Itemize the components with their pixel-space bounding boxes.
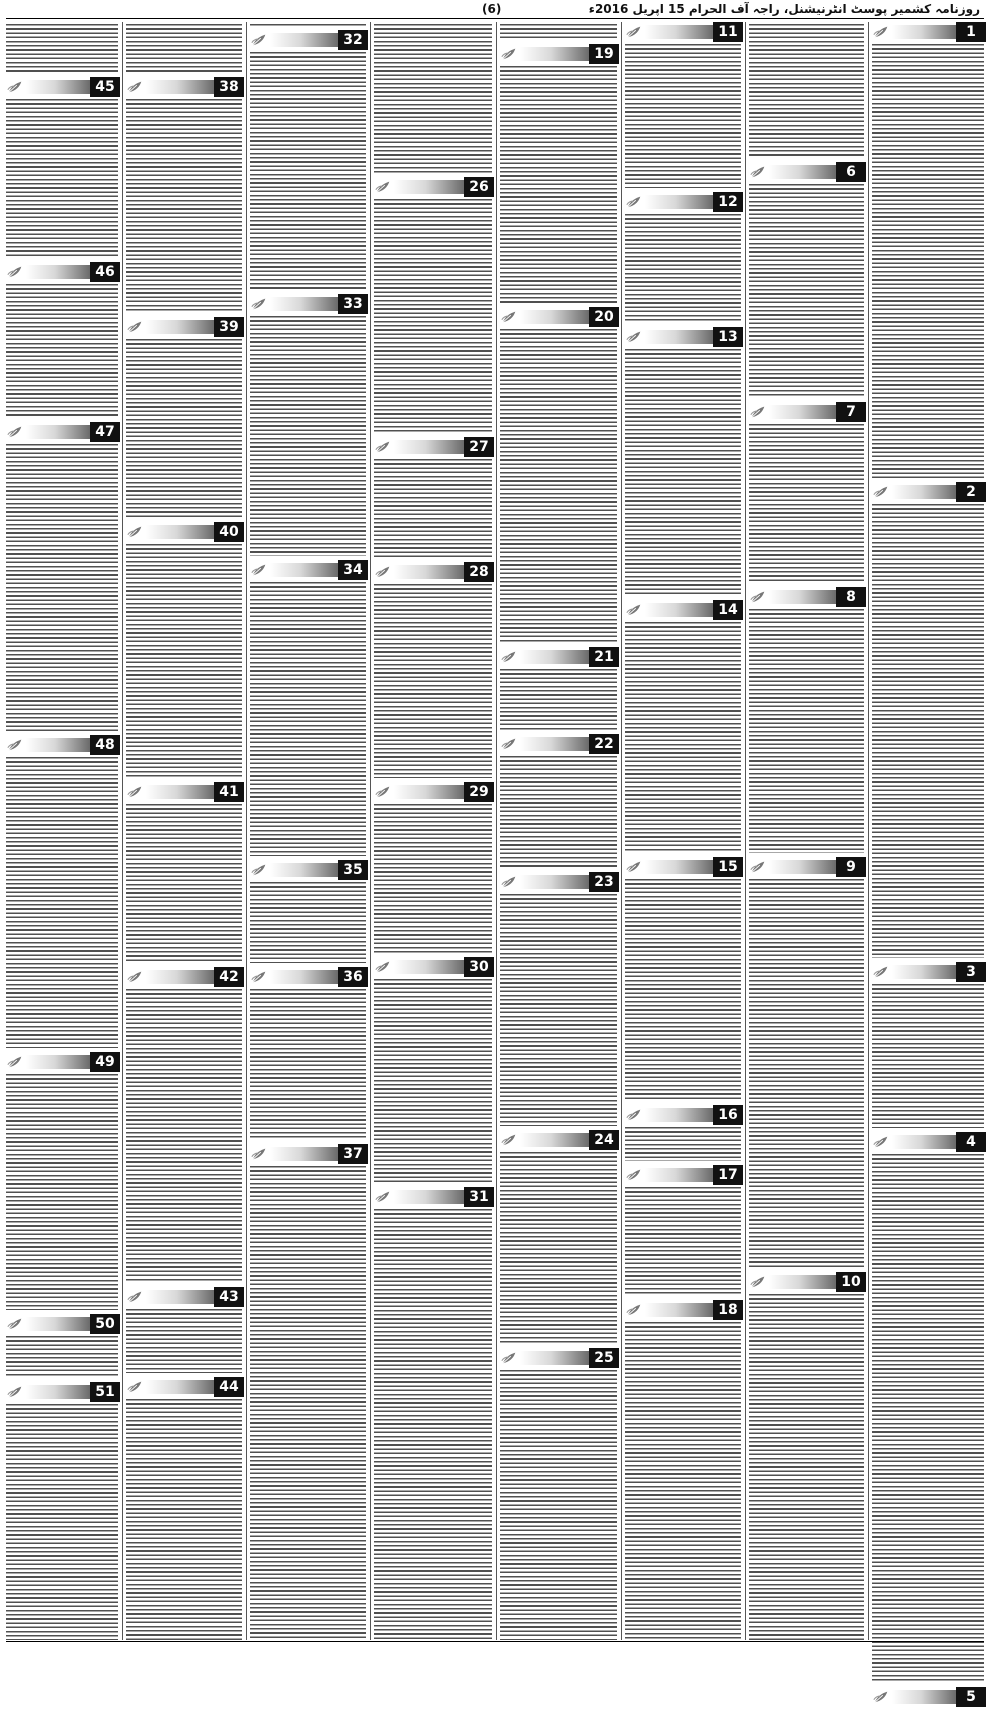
column-7 bbox=[124, 22, 244, 1640]
section-header bbox=[248, 294, 368, 314]
section-number: 12 bbox=[713, 192, 743, 212]
header-gradient-bar bbox=[520, 737, 589, 751]
header-gradient-bar bbox=[146, 525, 214, 539]
leaf-ornament-icon bbox=[6, 1383, 24, 1401]
leaf-ornament-icon bbox=[749, 1273, 767, 1291]
section-header bbox=[124, 522, 244, 542]
section-number: 23 bbox=[589, 872, 619, 892]
section-header bbox=[498, 307, 619, 327]
leaf-ornament-icon bbox=[6, 1315, 24, 1333]
article-body-text bbox=[250, 989, 366, 1140]
leaf-ornament-icon bbox=[625, 193, 643, 211]
bottom-rule bbox=[6, 1641, 984, 1642]
leaf-ornament-icon bbox=[374, 958, 392, 976]
section-number: 7 bbox=[836, 402, 866, 422]
article-body-text bbox=[625, 1322, 741, 1640]
article-body-text bbox=[872, 1154, 984, 1683]
article-body-text bbox=[625, 1127, 741, 1161]
column-divider bbox=[745, 22, 746, 1640]
article-body-text bbox=[500, 894, 617, 1126]
leaf-ornament-icon bbox=[250, 861, 268, 879]
section-number: 28 bbox=[464, 562, 494, 582]
column-1 bbox=[870, 22, 986, 1705]
leaf-ornament-icon bbox=[749, 163, 767, 181]
section-header bbox=[498, 1130, 619, 1150]
section-header bbox=[870, 1132, 986, 1152]
article-body-text bbox=[6, 99, 118, 258]
header-gradient-bar bbox=[645, 330, 713, 344]
header-gradient-bar bbox=[146, 1380, 214, 1394]
article-body-text bbox=[625, 879, 741, 1101]
header-gradient-bar bbox=[146, 970, 214, 984]
column-divider bbox=[122, 22, 123, 1640]
leaf-ornament-icon bbox=[500, 648, 518, 666]
section-header bbox=[747, 402, 866, 422]
header-gradient-bar bbox=[645, 860, 713, 874]
section-number: 40 bbox=[214, 522, 244, 542]
header-gradient-bar bbox=[26, 265, 90, 279]
section-number: 30 bbox=[464, 957, 494, 977]
section-number: 36 bbox=[338, 967, 368, 987]
article-body-text bbox=[500, 66, 617, 303]
section-header bbox=[747, 587, 866, 607]
leaf-ornament-icon bbox=[872, 963, 890, 981]
section-header bbox=[248, 560, 368, 580]
header-gradient-bar bbox=[769, 165, 836, 179]
section-number: 31 bbox=[464, 1187, 494, 1207]
section-number: 48 bbox=[90, 735, 120, 755]
section-number: 11 bbox=[713, 22, 743, 42]
section-number: 8 bbox=[836, 587, 866, 607]
leaf-ornament-icon bbox=[500, 45, 518, 63]
leaf-ornament-icon bbox=[749, 858, 767, 876]
article-body-text bbox=[749, 184, 864, 398]
article-body-text bbox=[872, 44, 984, 478]
section-header bbox=[372, 1187, 494, 1207]
column-divider bbox=[246, 22, 247, 1640]
article-body-text bbox=[500, 1152, 617, 1344]
header-gradient-bar bbox=[645, 1168, 713, 1182]
section-header bbox=[124, 967, 244, 987]
section-header bbox=[372, 177, 494, 197]
section-number: 10 bbox=[836, 1272, 866, 1292]
header-gradient-bar bbox=[146, 320, 214, 334]
article-body-text bbox=[250, 582, 366, 856]
section-header bbox=[124, 782, 244, 802]
header-gradient-bar bbox=[892, 485, 956, 499]
section-header bbox=[623, 1105, 743, 1125]
article-body-text bbox=[6, 757, 118, 1048]
article-body-text bbox=[250, 316, 366, 556]
section-number: 18 bbox=[713, 1300, 743, 1320]
article-body-text bbox=[374, 584, 492, 778]
header-gradient-bar bbox=[394, 1190, 464, 1204]
section-number: 22 bbox=[589, 734, 619, 754]
section-number: 47 bbox=[90, 422, 120, 442]
section-number: 45 bbox=[90, 77, 120, 97]
article-body-text bbox=[6, 1404, 118, 1640]
section-header bbox=[623, 22, 743, 42]
section-number: 46 bbox=[90, 262, 120, 282]
article-body-text bbox=[6, 284, 118, 418]
section-header bbox=[747, 162, 866, 182]
section-number: 6 bbox=[836, 162, 866, 182]
column-2 bbox=[747, 22, 866, 1640]
section-header bbox=[372, 957, 494, 977]
section-header bbox=[870, 962, 986, 982]
article-body-text bbox=[625, 214, 741, 323]
header-gradient-bar bbox=[892, 25, 956, 39]
header-gradient-bar bbox=[394, 180, 464, 194]
article-body-text bbox=[250, 1166, 366, 1640]
section-number: 26 bbox=[464, 177, 494, 197]
article-body-text bbox=[6, 444, 118, 731]
header-gradient-bar bbox=[892, 1690, 956, 1704]
article-body-text bbox=[6, 1074, 118, 1310]
section-header bbox=[124, 77, 244, 97]
section-number: 1 bbox=[956, 22, 986, 42]
article-body-text bbox=[250, 52, 366, 290]
section-header bbox=[623, 1165, 743, 1185]
leaf-ornament-icon bbox=[625, 1301, 643, 1319]
header-gradient-bar bbox=[645, 603, 713, 617]
article-body-text bbox=[625, 44, 741, 188]
article-body-text bbox=[374, 199, 492, 433]
header-gradient-bar bbox=[645, 1303, 713, 1317]
column-divider bbox=[621, 22, 622, 1640]
header-gradient-bar bbox=[769, 1275, 836, 1289]
section-number: 17 bbox=[713, 1165, 743, 1185]
column-3 bbox=[623, 22, 743, 1640]
header-gradient-bar bbox=[26, 1317, 90, 1331]
article-body-text bbox=[126, 544, 242, 778]
leaf-ornament-icon bbox=[374, 178, 392, 196]
section-number: 33 bbox=[338, 294, 368, 314]
column-5 bbox=[372, 22, 494, 1640]
section-number: 20 bbox=[589, 307, 619, 327]
section-header bbox=[248, 860, 368, 880]
leaf-ornament-icon bbox=[625, 1106, 643, 1124]
section-number: 9 bbox=[836, 857, 866, 877]
leaf-ornament-icon bbox=[6, 736, 24, 754]
article-body-text bbox=[500, 756, 617, 868]
section-header bbox=[248, 30, 368, 50]
header-gradient-bar bbox=[26, 738, 90, 752]
page-number: (6) bbox=[482, 2, 502, 16]
leaf-ornament-icon bbox=[749, 403, 767, 421]
header-gradient-bar bbox=[146, 80, 214, 94]
section-number: 42 bbox=[214, 967, 244, 987]
header-gradient-bar bbox=[394, 785, 464, 799]
leaf-ornament-icon bbox=[6, 1053, 24, 1071]
section-number: 14 bbox=[713, 600, 743, 620]
section-header bbox=[4, 262, 120, 282]
leaf-ornament-icon bbox=[625, 601, 643, 619]
section-header bbox=[747, 1272, 866, 1292]
leaf-ornament-icon bbox=[374, 1188, 392, 1206]
masthead-rule bbox=[6, 18, 984, 19]
masthead: روزنامہ کشمیر پوسٹ انٹرنیشنل، راجہ آف الحرام 15 اپریل 2016ء bbox=[588, 2, 980, 16]
section-header bbox=[870, 1687, 986, 1707]
section-number: 27 bbox=[464, 437, 494, 457]
leaf-ornament-icon bbox=[250, 1145, 268, 1163]
article-body-text bbox=[126, 1399, 242, 1640]
article-body-text bbox=[126, 339, 242, 518]
section-number: 50 bbox=[90, 1314, 120, 1334]
header-gradient-bar bbox=[645, 1108, 713, 1122]
leaf-ornament-icon bbox=[126, 78, 144, 96]
section-header bbox=[248, 967, 368, 987]
section-header bbox=[4, 1052, 120, 1072]
article-body-text bbox=[126, 1309, 242, 1373]
section-number: 35 bbox=[338, 860, 368, 880]
section-number: 44 bbox=[214, 1377, 244, 1397]
header-gradient-bar bbox=[26, 80, 90, 94]
column-divider bbox=[496, 22, 497, 1640]
section-number: 5 bbox=[956, 1687, 986, 1707]
header-gradient-bar bbox=[26, 1055, 90, 1069]
leaf-ornament-icon bbox=[872, 483, 890, 501]
section-header bbox=[623, 192, 743, 212]
leaf-ornament-icon bbox=[126, 523, 144, 541]
leaf-ornament-icon bbox=[6, 263, 24, 281]
leaf-ornament-icon bbox=[126, 968, 144, 986]
header-gradient-bar bbox=[270, 33, 338, 47]
article-body-text bbox=[126, 989, 242, 1283]
section-number: 19 bbox=[589, 44, 619, 64]
section-header bbox=[4, 1382, 120, 1402]
article-body-text bbox=[500, 329, 617, 643]
header-gradient-bar bbox=[270, 970, 338, 984]
article-body-text bbox=[500, 24, 617, 40]
section-number: 13 bbox=[713, 327, 743, 347]
leaf-ornament-icon bbox=[625, 1166, 643, 1184]
header-gradient-bar bbox=[270, 1147, 338, 1161]
section-number: 49 bbox=[90, 1052, 120, 1072]
article-body-text bbox=[126, 24, 242, 73]
header-gradient-bar bbox=[270, 863, 338, 877]
section-header bbox=[498, 1348, 619, 1368]
section-header bbox=[747, 857, 866, 877]
leaf-ornament-icon bbox=[872, 1133, 890, 1151]
leaf-ornament-icon bbox=[500, 873, 518, 891]
header-gradient-bar bbox=[769, 405, 836, 419]
section-header bbox=[870, 22, 986, 42]
article-body-text bbox=[250, 24, 366, 26]
header-gradient-bar bbox=[26, 425, 90, 439]
section-number: 41 bbox=[214, 782, 244, 802]
section-header bbox=[372, 562, 494, 582]
article-body-text bbox=[6, 1336, 118, 1378]
section-header bbox=[372, 437, 494, 457]
article-body-text bbox=[749, 609, 864, 853]
leaf-ornament-icon bbox=[374, 438, 392, 456]
article-body-text bbox=[374, 1209, 492, 1640]
header-gradient-bar bbox=[394, 960, 464, 974]
article-body-text bbox=[126, 99, 242, 313]
header-gradient-bar bbox=[520, 1351, 589, 1365]
section-number: 43 bbox=[214, 1287, 244, 1307]
leaf-ornament-icon bbox=[374, 783, 392, 801]
article-body-text bbox=[6, 24, 118, 73]
section-header bbox=[372, 782, 494, 802]
leaf-ornament-icon bbox=[625, 328, 643, 346]
section-header bbox=[623, 1300, 743, 1320]
leaf-ornament-icon bbox=[625, 858, 643, 876]
header-gradient-bar bbox=[270, 563, 338, 577]
article-body-text bbox=[374, 979, 492, 1183]
section-header bbox=[4, 422, 120, 442]
column-divider bbox=[370, 22, 371, 1640]
header-gradient-bar bbox=[769, 590, 836, 604]
leaf-ornament-icon bbox=[126, 1288, 144, 1306]
section-number: 51 bbox=[90, 1382, 120, 1402]
header-gradient-bar bbox=[520, 47, 589, 61]
leaf-ornament-icon bbox=[500, 1131, 518, 1149]
leaf-ornament-icon bbox=[625, 23, 643, 41]
leaf-ornament-icon bbox=[872, 23, 890, 41]
section-header bbox=[4, 77, 120, 97]
leaf-ornament-icon bbox=[6, 423, 24, 441]
column-4 bbox=[498, 22, 619, 1640]
leaf-ornament-icon bbox=[250, 295, 268, 313]
section-number: 29 bbox=[464, 782, 494, 802]
leaf-ornament-icon bbox=[500, 735, 518, 753]
section-header bbox=[248, 1144, 368, 1164]
section-number: 3 bbox=[956, 962, 986, 982]
header-gradient-bar bbox=[270, 297, 338, 311]
article-body-text bbox=[749, 24, 864, 158]
article-body-text bbox=[872, 504, 984, 958]
column-6 bbox=[248, 22, 368, 1640]
article-body-text bbox=[625, 1187, 741, 1296]
article-body-text bbox=[374, 24, 492, 173]
article-body-text bbox=[749, 424, 864, 583]
section-number: 32 bbox=[338, 30, 368, 50]
section-number: 39 bbox=[214, 317, 244, 337]
section-number: 24 bbox=[589, 1130, 619, 1150]
leaf-ornament-icon bbox=[126, 783, 144, 801]
section-number: 38 bbox=[214, 77, 244, 97]
leaf-ornament-icon bbox=[126, 1378, 144, 1396]
article-body-text bbox=[374, 459, 492, 558]
section-number: 2 bbox=[956, 482, 986, 502]
section-header bbox=[870, 482, 986, 502]
header-gradient-bar bbox=[520, 310, 589, 324]
section-header bbox=[4, 1314, 120, 1334]
article-body-text bbox=[250, 882, 366, 963]
section-number: 4 bbox=[956, 1132, 986, 1152]
section-header bbox=[498, 872, 619, 892]
section-header bbox=[623, 857, 743, 877]
header-gradient-bar bbox=[520, 1133, 589, 1147]
section-number: 21 bbox=[589, 647, 619, 667]
section-header bbox=[498, 647, 619, 667]
article-body-text bbox=[374, 804, 492, 953]
column-divider bbox=[868, 22, 869, 1640]
article-body-text bbox=[500, 669, 617, 730]
header-gradient-bar bbox=[394, 440, 464, 454]
header-gradient-bar bbox=[892, 1135, 956, 1149]
section-header bbox=[623, 327, 743, 347]
section-number: 15 bbox=[713, 857, 743, 877]
header-gradient-bar bbox=[645, 195, 713, 209]
leaf-ornament-icon bbox=[500, 1349, 518, 1367]
leaf-ornament-icon bbox=[872, 1688, 890, 1706]
leaf-ornament-icon bbox=[250, 561, 268, 579]
article-body-text bbox=[625, 622, 741, 853]
section-header bbox=[124, 1287, 244, 1307]
article-body-text bbox=[749, 1294, 864, 1640]
section-header bbox=[4, 735, 120, 755]
article-body-text bbox=[749, 879, 864, 1268]
section-header bbox=[124, 1377, 244, 1397]
leaf-ornament-icon bbox=[374, 563, 392, 581]
header-gradient-bar bbox=[769, 860, 836, 874]
section-header bbox=[498, 734, 619, 754]
section-number: 37 bbox=[338, 1144, 368, 1164]
header-gradient-bar bbox=[892, 965, 956, 979]
article-body-text bbox=[500, 1370, 617, 1640]
header-gradient-bar bbox=[520, 650, 589, 664]
column-8 bbox=[4, 22, 120, 1640]
section-header bbox=[623, 600, 743, 620]
header-gradient-bar bbox=[645, 25, 713, 39]
leaf-ornament-icon bbox=[126, 318, 144, 336]
leaf-ornament-icon bbox=[500, 308, 518, 326]
section-header bbox=[124, 317, 244, 337]
header-gradient-bar bbox=[146, 785, 214, 799]
header-gradient-bar bbox=[26, 1385, 90, 1399]
leaf-ornament-icon bbox=[6, 78, 24, 96]
article-body-text bbox=[872, 984, 984, 1128]
header-gradient-bar bbox=[394, 565, 464, 579]
section-number: 34 bbox=[338, 560, 368, 580]
article-body-text bbox=[625, 349, 741, 596]
section-number: 25 bbox=[589, 1348, 619, 1368]
leaf-ornament-icon bbox=[250, 31, 268, 49]
leaf-ornament-icon bbox=[250, 968, 268, 986]
leaf-ornament-icon bbox=[749, 588, 767, 606]
section-number: 16 bbox=[713, 1105, 743, 1125]
header-gradient-bar bbox=[520, 875, 589, 889]
section-header bbox=[498, 44, 619, 64]
article-body-text bbox=[126, 804, 242, 963]
header-gradient-bar bbox=[146, 1290, 214, 1304]
